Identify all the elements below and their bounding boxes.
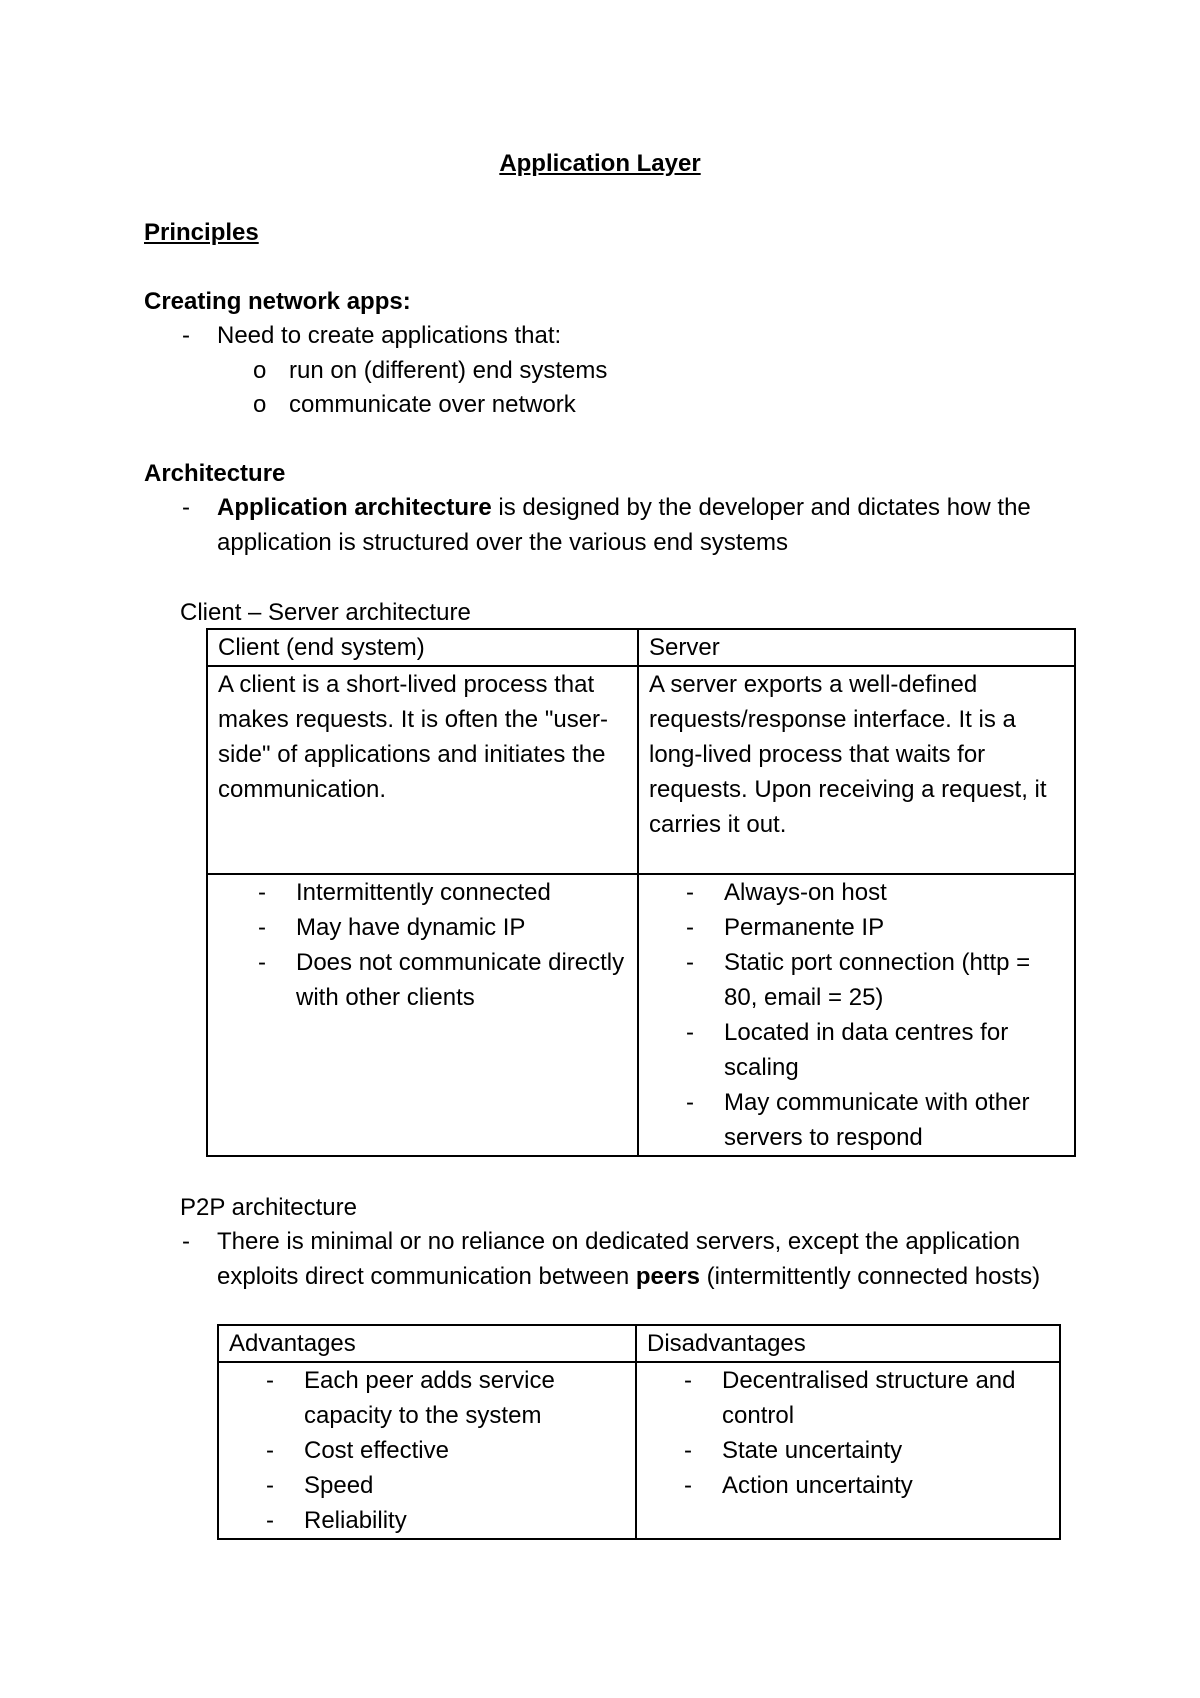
p2p-text-bold: peers <box>635 1263 700 1290</box>
list-item: - Permanente IP <box>686 914 885 941</box>
server-description: A server exports a well-defined requests/response interface. It is a long-lived process that waits for requests. Upon receiving a request, it carries it out. <box>638 666 1075 874</box>
list-item: - Each peer adds service capacity to the system <box>266 1367 555 1429</box>
list-item: - May have dynamic IP <box>258 914 526 941</box>
architecture-text <box>217 490 1067 560</box>
list-item: - Action uncertainty <box>684 1472 913 1499</box>
architecture-heading: Architecture <box>144 460 286 487</box>
list-item: - Intermittently connected <box>258 879 551 906</box>
architecture-dash: - <box>182 494 190 521</box>
list-item: - Always-on host <box>686 879 887 906</box>
p2p-text <box>217 1224 1077 1294</box>
advantages-list <box>218 1362 636 1539</box>
p2p-dash: - <box>182 1228 190 1255</box>
p2p-text-after: (intermittently connected hosts) <box>699 1263 1041 1290</box>
p2p-text-before: There is minimal or no reliance on dedicated servers, except the application exploits direct communication between <box>217 1228 1021 1290</box>
bullet-glyph: o <box>253 357 267 384</box>
bullet-glyph: o <box>253 391 267 418</box>
p2p-heading: P2P architecture <box>180 1194 357 1221</box>
disadvantages-list <box>636 1362 1060 1539</box>
principles-heading: Principles <box>144 219 259 246</box>
architecture-bold: Application architecture <box>217 494 492 521</box>
advantages-header: Advantages <box>218 1325 636 1362</box>
p2p-table <box>217 1324 1061 1540</box>
client-server-heading: Client – Server architecture <box>180 599 471 626</box>
server-header: Server <box>638 629 1075 666</box>
creating-subitem: run on (different) end systems <box>289 357 608 384</box>
disadvantages-header: Disadvantages <box>636 1325 1060 1362</box>
list-item: - Does not communicate directly with other clients <box>258 949 625 1011</box>
list-item: - Located in data centres for scaling <box>686 1019 1009 1081</box>
list-item: - Cost effective <box>266 1437 449 1464</box>
creating-subitem: communicate over network <box>289 391 576 418</box>
page-title: Application Layer <box>499 150 701 177</box>
list-item: - Reliability <box>266 1507 407 1534</box>
creating-item: Need to create applications that: <box>217 322 562 349</box>
list-item: - May communicate with other servers to respond <box>686 1089 1030 1151</box>
list-item: - Speed <box>266 1472 374 1499</box>
client-server-table <box>206 628 1076 1157</box>
list-item: - Decentralised structure and control <box>684 1367 1016 1429</box>
list-item: - Static port connection (http = 80, email = 25) <box>686 949 1031 1011</box>
architecture-rest: is designed by the developer and dictates how the application is structured over the various end systems <box>217 494 1031 556</box>
list-item: - State uncertainty <box>684 1437 903 1464</box>
creating-heading: Creating network apps: <box>144 288 411 315</box>
creating-dash: - <box>182 322 190 349</box>
client-description: A client is a short-lived process that makes requests. It is often the "user-side" of applications and initiates the communication. <box>207 666 638 874</box>
client-header: Client (end system) <box>207 629 638 666</box>
client-features <box>207 874 638 1156</box>
server-features <box>638 874 1075 1156</box>
